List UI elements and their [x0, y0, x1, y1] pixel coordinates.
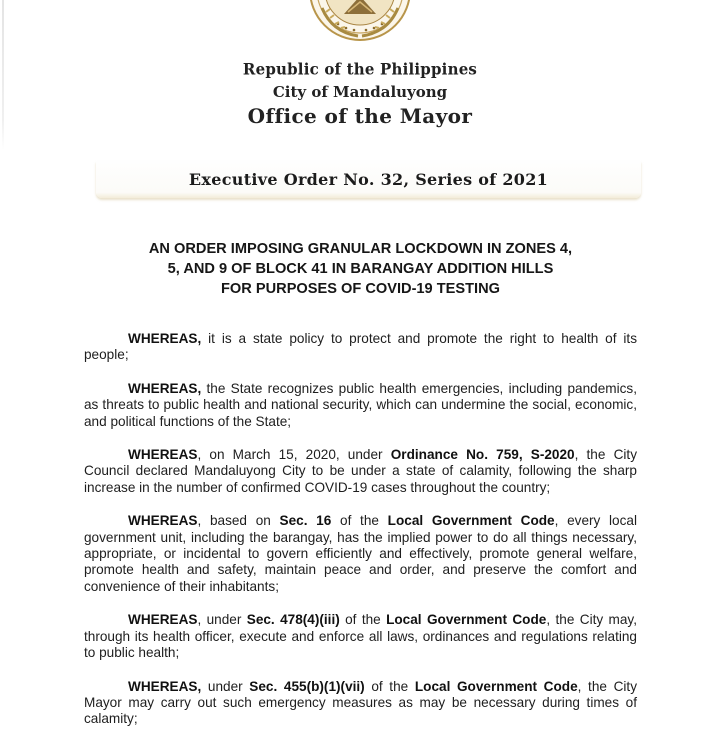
- clause-text: , the City Council declared Mandaluyong City to be under a state of calamity, following the sharp increase in the number of confirmed COVID-19 cases throughout the country;: [84, 447, 637, 495]
- letterhead-city: City of Mandaluyong: [272, 83, 448, 101]
- executive-order-number: Executive Order No. 32, Series of 2021: [188, 170, 549, 189]
- order-title: [84, 239, 637, 299]
- clause-text: , the City may, through its health officer, execute and enforce all laws, ordinances and regulations relating to public health;: [84, 612, 637, 661]
- clause-text: of the: [331, 513, 388, 529]
- bold-text: Sec. 455(b)(1)(vii): [249, 678, 365, 694]
- clause-text: , based on: [197, 513, 280, 529]
- order-title-line: 5, AND 9 OF BLOCK 41 IN BARANGAY ADDITION HILLS: [167, 261, 554, 277]
- whereas-clause: [84, 381, 637, 430]
- bold-text: Sec. 478(4)(iii): [246, 612, 340, 628]
- whereas-clause: [84, 513, 637, 595]
- bold-text: WHEREAS,: [128, 678, 202, 694]
- executive-order-banner: [96, 161, 641, 198]
- clause-text: the State recognizes public health emergencies, including pandemics, as threats to public health and national security, which can undermine the social, economic, and political functions of the State;: [84, 380, 637, 429]
- clause-text: under: [201, 678, 250, 694]
- clause-text: , the City Mayor may carry out such emergency measures as may be necessary during times of calamity;: [84, 678, 637, 727]
- clause-text: it is a state policy to protect and promote the right to health of its people;: [84, 331, 637, 363]
- document-body: [84, 331, 637, 745]
- order-title-line: FOR PURPOSES OF COVID-19 TESTING: [221, 281, 500, 297]
- bold-text: WHEREAS: [128, 447, 198, 463]
- bold-text: WHEREAS,: [128, 331, 202, 346]
- bold-text: Local Government Code: [387, 513, 555, 529]
- bold-text: WHEREAS,: [128, 380, 202, 396]
- bold-text: WHEREAS: [128, 513, 198, 529]
- clause-text: , on March 15, 2020, under: [197, 447, 391, 463]
- whereas-clause: [84, 447, 637, 496]
- bold-text: WHEREAS: [128, 612, 198, 628]
- order-title-line: AN ORDER IMPOSING GRANULAR LOCKDOWN IN ZONES 4,: [148, 241, 573, 257]
- bold-text: Ordinance No. 759, S-2020: [390, 447, 575, 463]
- letterhead-office: Office of the Mayor: [247, 104, 473, 128]
- city-seal-icon: [308, 0, 412, 42]
- bold-text: Local Government Code: [414, 678, 578, 694]
- clause-text: of the: [364, 678, 415, 694]
- clause-text: of the: [339, 612, 387, 628]
- letterhead-country: Republic of the Philippines: [242, 59, 478, 79]
- whereas-clause: [84, 331, 637, 364]
- bold-text: Local Government Code: [386, 612, 547, 628]
- clause-text: , every local government unit, including the barangay, has the implied power to do all things necessary, appropriate, or incidental to govern efficiently and effectively, promote general welfare, promote health and safety, maintain peace and order, and preserve the comfort and convenience of their inhabitants;: [84, 513, 637, 594]
- whereas-clause: [84, 679, 637, 728]
- bold-text: Sec. 16: [279, 513, 332, 529]
- clause-text: , under: [197, 612, 247, 628]
- whereas-clause: [84, 612, 637, 661]
